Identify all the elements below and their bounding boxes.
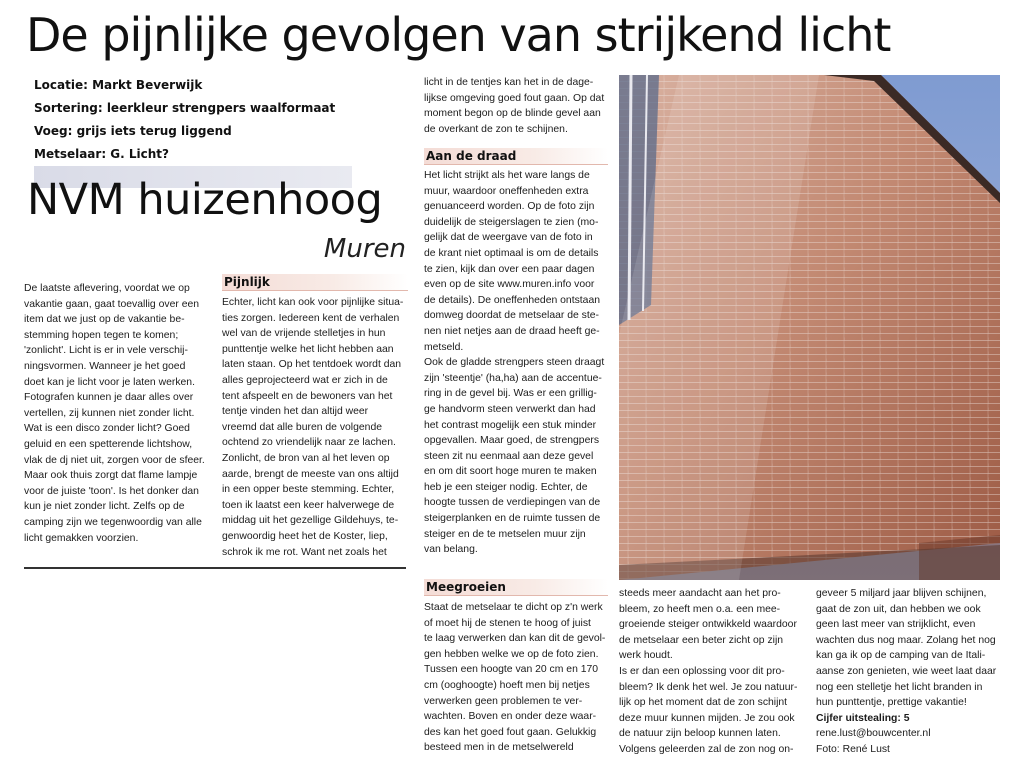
text-line: vlak de dj niet uit, zorgen voor de sfeer.: [24, 454, 205, 466]
text-line: schrok ik me rot. Want net zoals het: [222, 546, 387, 558]
text-line: in een opper beste stemming. Echter,: [222, 484, 395, 496]
column-3: [424, 168, 608, 558]
text-line: duidelijk de steigerslagen te zien (mo-: [424, 216, 599, 228]
text-line: nen niet netjes aan de draad heeft ge-: [424, 325, 600, 337]
text-line: heb je een steiger nodig. Echter, de: [424, 481, 588, 493]
text-line: toen ik laatst een keer halverwege de: [222, 499, 395, 511]
text-line: ring in de gevel bij. Was er een grillig-: [424, 388, 597, 400]
text-line: ningsvormen. Wanneer je het goed: [24, 360, 186, 372]
text-line: licht in de tentjes kan het in de dage-: [424, 77, 594, 88]
text-line: ties zorgen. Iedereen kent de verhalen: [222, 312, 400, 324]
headline: De pijnlijke gevolgen van strijkend licht: [26, 8, 891, 62]
text-line: hun punttentje, prettige vakantie!: [816, 697, 967, 709]
text-line: lijkse omgeving goed fout gaan. Op dat: [424, 92, 605, 104]
text-line: wachten dus nog maar. Zolang het nog: [816, 634, 996, 646]
text-line: steen zit nu eenmaal aan deze gevel: [424, 450, 594, 462]
text-line: laten staan. Op het tentdoek wordt dan: [222, 359, 402, 371]
text-line: cm (ooghoogte) hoeft men bij netjes: [424, 679, 590, 691]
text-line: nog een stelletje het licht branden in: [816, 681, 983, 693]
text-line: te zien, kijk dan over een paar dagen: [424, 263, 595, 275]
column-2: [222, 295, 408, 560]
section-subtitle: Muren: [323, 234, 406, 264]
text-line: geveer 5 miljard jaar blijven schijnen,: [816, 588, 987, 599]
meta-sorting: Sortering: leerkleur strengpers waalformaat: [34, 101, 336, 115]
section-title: NVM huizenhoog: [27, 175, 383, 225]
text-line: geen last meer van strijklicht, even: [816, 619, 976, 631]
text-line: hoogte tussen de verdiepingen van de: [424, 497, 601, 509]
text-line: steeds meer aandacht aan het pro-: [619, 588, 781, 599]
text-line: de metselaar een beter zicht op zijn: [619, 634, 784, 646]
subheading-pijnlijk: Pijnlijk: [222, 274, 408, 291]
text-line: middag uit het gezellige Gildehuys, te-: [222, 515, 399, 527]
text-line: deze muur kunnen mijden. Je zou ook: [619, 712, 795, 724]
text-line: Ook de gladde strengpers steen draagt: [424, 357, 605, 369]
text-line: voor de juiste 'toon'. Is het donker dan: [24, 485, 199, 497]
column-divider: [24, 567, 406, 569]
text-line: genwoordig heet het de Koster, liep,: [222, 530, 388, 542]
text-line: metseld.: [424, 341, 464, 353]
text-line: steiger en de te metselen muur zijn: [424, 528, 586, 540]
text-line: de overkant de zon te schijnen.: [424, 123, 568, 135]
text-line: groeiende steiger ontwikkeld waardoor: [619, 619, 797, 631]
text-line: vertellen, zij kunnen niet zonder licht.: [24, 407, 195, 419]
text-line: ochtend zo vriendelijk naar ze lachen.: [222, 437, 396, 449]
text-line: item dat we just op de vakantie be-: [24, 314, 185, 326]
article-meta: [34, 74, 414, 166]
text-line: verwerken geen problemen te ver-: [424, 695, 583, 707]
column-3-bottom: [424, 600, 608, 756]
text-line: Staat de metselaar te dicht op z'n werk: [424, 602, 603, 613]
text-line: Het licht strijkt als het ware langs de: [424, 170, 590, 181]
text-line: steigerplanken en de ruimte tussen de: [424, 513, 601, 525]
text-line: en om dit soort hoge muren te maken: [424, 466, 597, 478]
text-line: tent afspeelt en de bewoners van het: [222, 390, 393, 402]
text-line: domweg doordat de metselaar de ste-: [424, 310, 600, 322]
text-line: gen hebben welke we op de foto zien.: [424, 648, 599, 660]
meta-location: Locatie: Markt Beverwijk: [34, 78, 203, 92]
text-line: Volgens geleerden zal de zon nog on-: [619, 743, 794, 755]
text-line: De laatste aflevering, voordat we op: [24, 283, 190, 294]
text-line: Wat is een disco zonder licht? Goed: [24, 423, 190, 435]
text-line: vreemd dat alle buren de volgende: [222, 421, 383, 433]
text-line: werk houdt.: [619, 650, 673, 662]
text-line: ge handvorm steen verwerkt dan had: [424, 403, 596, 415]
text-line: lijk op het moment dat de zon schijnt: [619, 697, 788, 709]
text-line: Fotografen kunnen je daar alles over: [24, 392, 194, 404]
text-line: de natuur zijn beloop kunnen laten.: [619, 728, 781, 740]
text-line: of moet hij de stenen te hoog of juist: [424, 617, 591, 629]
text-line: Zonlicht, de bron van al het leven op: [222, 452, 390, 464]
text-line: stemming hopen tegen te komen;: [24, 329, 179, 341]
text-line: zijn 'steentje' (ha,ha) aan de accentue-: [424, 372, 602, 384]
text-line: wachten. Boven en onder deze waar-: [424, 711, 597, 723]
text-line: doet kan je licht voor je laten werken.: [24, 376, 195, 388]
column-1: [24, 281, 210, 546]
text-line: van belang.: [424, 544, 478, 556]
text-line: kun je niet zonder licht. Zelfs op de: [24, 501, 185, 513]
text-line: punttentje welke het licht hebben aan: [222, 343, 394, 355]
text-line: bleem? Ik denk het wel. Je zou natuur-: [619, 681, 798, 693]
subheading-aan-de-draad: Aan de draad: [424, 148, 608, 165]
text-line: genuanceerd worden. Op de foto zijn: [424, 201, 595, 213]
meta-mason: Metselaar: G. Licht?: [34, 147, 169, 161]
text-line: kan ga ik op de camping van de Itali-: [816, 650, 986, 662]
text-line: het contrast mogelijk een stuk minder: [424, 419, 597, 431]
text-line: gelijk dat de weergave van de foto in: [424, 232, 593, 244]
text-line: muur, waardoor oneffenheden extra: [424, 185, 589, 197]
text-line: aarde, brengt de meeste van ons altijd: [222, 468, 399, 480]
text-line: moment begon op de blinde gevel aan: [424, 108, 601, 120]
text-line: opgevallen. Maar goed, de strengpers: [424, 435, 600, 447]
rating: Cijfer uitstealing: 5: [816, 712, 910, 724]
text-line: gaat de zon uit, dan hebben we ook: [816, 603, 981, 615]
text-line: geluid en een spetterende lichtshow,: [24, 438, 193, 450]
text-line: Maar ook thuis zorgt dat flame lampje: [24, 470, 198, 482]
column-4: [619, 586, 805, 758]
text-line: vakantie gaan, gaat toevallig over een: [24, 298, 200, 310]
text-line: Echter, licht kan ook voor pijnlijke situa-: [222, 297, 404, 308]
subheading-meegroeien: Meegroeien: [424, 579, 608, 596]
meta-joint: Voeg: grijs iets terug liggend: [34, 124, 232, 138]
text-line: alles geprojecteerd wat er zich in de: [222, 374, 388, 386]
brick-wall-photo: [619, 75, 1000, 580]
text-line: de details). De oneffenheden ontstaan: [424, 294, 601, 306]
text-line: Is er dan een oplossing voor dit pro-: [619, 665, 785, 677]
column-5: [816, 586, 1002, 758]
author-email[interactable]: rene.lust@bouwcenter.nl: [816, 728, 931, 740]
text-line: bleem, zo heeft men o.a. een mee-: [619, 603, 781, 615]
text-line: te laag verwerken dan kan dit de gevol-: [424, 633, 606, 645]
text-line: camping zijn we tegenwoordig van alle: [24, 516, 202, 528]
text-line: tentje vinden het dan altijd weer: [222, 406, 369, 418]
text-line: wel van de vrijende stelletjes in hun: [222, 328, 386, 340]
photo-credit: Foto: René Lust: [816, 743, 890, 755]
text-line: licht gemakken voorzien.: [24, 532, 139, 544]
text-line: de krant niet optimaal is om de details: [424, 247, 599, 259]
column-3-top: [424, 75, 608, 137]
text-line: des kan het goed fout gaan. Gelukkig: [424, 726, 597, 738]
text-line: Tussen een hoogte van 20 cm en 170: [424, 664, 599, 676]
text-line: 'zonlicht'. Licht is er in vele verschij-: [24, 345, 188, 357]
text-line: even op de site www.muren.info voor: [424, 279, 595, 291]
text-line: besteed men in de metselwereld: [424, 742, 574, 754]
text-line: aanse zon genieten, wie weet laat daar: [816, 665, 997, 677]
